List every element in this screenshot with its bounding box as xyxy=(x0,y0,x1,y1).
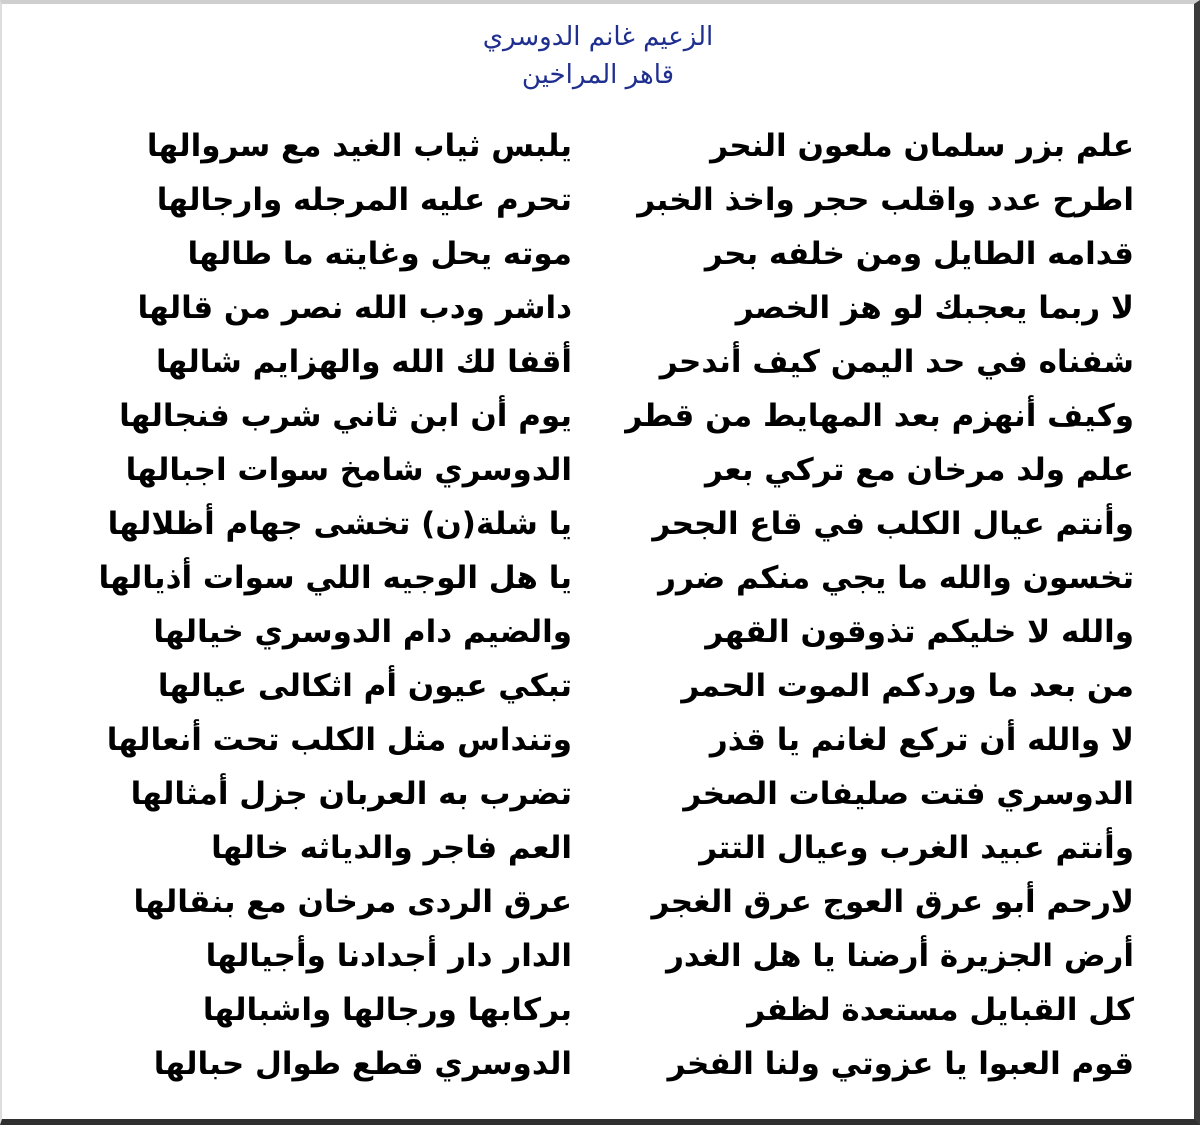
verse-second-hemistich: يوم أن ابن ثاني شرب فنجالها xyxy=(119,398,572,434)
verse-line xyxy=(94,658,1144,714)
verse-line xyxy=(94,1036,1144,1092)
poem-body xyxy=(94,118,1144,1103)
verse-second-hemistich: تضرب به العربان جزل أمثالها xyxy=(130,776,572,812)
verse-first-hemistich: كل القبايل مستعدة لظفر xyxy=(747,992,1134,1028)
verse-second-hemistich: والضيم دام الدوسري خيالها xyxy=(153,614,572,650)
verse-line xyxy=(94,280,1144,336)
verse-first-hemistich: من بعد ما وردكم الموت الحمر xyxy=(681,668,1134,704)
verse-first-hemistich: وكيف أنهزم بعد المهايط من قطر xyxy=(624,398,1134,434)
verse-first-hemistich: اطرح عدد واقلب حجر واخذ الخبر xyxy=(637,182,1134,218)
verse-second-hemistich: يا شلة(ن) تخشى جهام أظلالها xyxy=(107,506,572,542)
verse-second-hemistich: الدار دار أجدادنا وأجيالها xyxy=(205,938,572,974)
verse-first-hemistich: لا والله أن تركع لغانم يا قذر xyxy=(709,722,1134,758)
verse-line xyxy=(94,172,1144,228)
verse-second-hemistich: بركابها ورجالها واشبالها xyxy=(202,992,572,1028)
verse-second-hemistich: عرق الردى مرخان مع بنقالها xyxy=(133,884,572,920)
verse-first-hemistich: علم بزر سلمان ملعون النحر xyxy=(710,128,1134,164)
verse-second-hemistich: الدوسري قطع طوال حبالها xyxy=(153,1046,572,1082)
verse-line xyxy=(94,604,1144,660)
verse-second-hemistich: أقفا لك الله والهزايم شالها xyxy=(155,344,572,380)
verse-line xyxy=(94,982,1144,1038)
title-line-2: قاهر المراخين xyxy=(521,60,675,90)
verse-first-hemistich: الدوسري فتت صليفات الصخر xyxy=(683,776,1134,812)
verse-first-hemistich: لا ربما يعجبك لو هز الخصر xyxy=(735,290,1134,326)
verse-first-hemistich: وأنتم عبيد الغرب وعيال التتر xyxy=(699,830,1134,866)
verse-first-hemistich: شفناه في حد اليمن كيف أندحر xyxy=(659,344,1134,380)
title-line-1: الزعيم غانم الدوسري xyxy=(482,22,714,52)
verse-second-hemistich: يلبس ثياب الغيد مع سروالها xyxy=(146,128,572,164)
verse-line xyxy=(94,766,1144,822)
verse-second-hemistich: تبكي عيون أم اثكالى عيالها xyxy=(157,668,572,704)
verse-second-hemistich: وتنداس مثل الكلب تحت أنعالها xyxy=(106,722,572,758)
verse-line xyxy=(94,334,1144,390)
verse-line xyxy=(94,118,1144,174)
verse-first-hemistich: لارحم أبو عرق العوج عرق الغجر xyxy=(651,884,1134,920)
verse-first-hemistich: قوم العبوا يا عزوتي ولنا الفخر xyxy=(667,1046,1134,1082)
verse-first-hemistich: قدامه الطايل ومن خلفه بحر xyxy=(704,236,1134,272)
verse-first-hemistich: علم ولد مرخان مع تركي بعر xyxy=(705,452,1134,488)
verse-first-hemistich: تخسون والله ما يجي منكم ضرر xyxy=(658,560,1134,596)
verse-second-hemistich: العم فاجر والدياثه خالها xyxy=(211,830,572,866)
verse-second-hemistich: تحرم عليه المرجله وارجالها xyxy=(156,182,572,218)
verse-second-hemistich: موته يحل وغايته ما طالها xyxy=(187,236,572,272)
verse-line xyxy=(94,226,1144,282)
verse-second-hemistich: يا هل الوجيه اللي سوات أذيالها xyxy=(98,560,572,596)
verse-line xyxy=(94,388,1144,444)
verse-line xyxy=(94,496,1144,552)
poem-title xyxy=(2,18,1194,94)
verse-line xyxy=(94,874,1144,930)
verse-line xyxy=(94,550,1144,606)
verse-first-hemistich: والله لا خليكم تذوقون القهر xyxy=(705,614,1134,650)
verse-second-hemistich: الدوسري شامخ سوات اجبالها xyxy=(125,452,572,488)
verse-second-hemistich: داشر ودب الله نصر من قالها xyxy=(137,290,572,326)
verse-first-hemistich: وأنتم عيال الكلب في قاع الجحر xyxy=(652,506,1134,542)
verse-line xyxy=(94,820,1144,876)
verse-line xyxy=(94,442,1144,498)
verse-first-hemistich: أرض الجزيرة أرضنا يا هل الغدر xyxy=(666,938,1134,974)
verse-line xyxy=(94,928,1144,984)
verse-line xyxy=(94,712,1144,768)
